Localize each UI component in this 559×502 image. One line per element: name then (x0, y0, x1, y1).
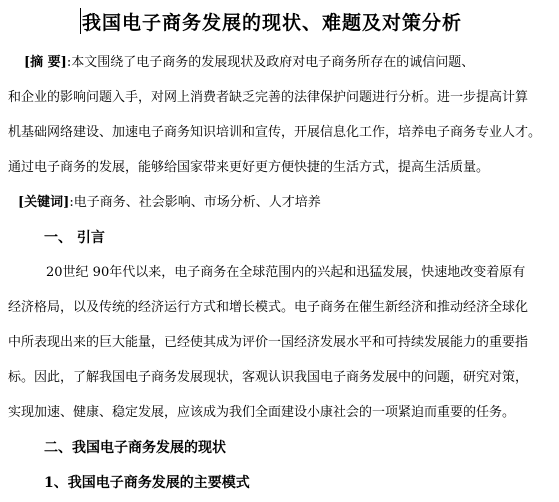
abstract-line-2: 和企业的影响问题入手，对网上消费者缺乏完善的法律保护问题进行分析。进一步提高计算 (8, 90, 529, 105)
abstract-text-1: :本文围绕了电子商务的发展现状及政府对电子商务所存在的诚信问题、 (66, 55, 475, 70)
intro-line-5: 实现加速、健康、稳定发展，应该成为我们全面建设小康社会的一项紧迫而重要的任务。 (8, 405, 516, 420)
abstract-line-4: 通过电子商务的发展，能够给国家带来更好更方便快捷的生活方式，提高生活质量。 (8, 160, 490, 175)
section-1-heading: 一、 引言 (44, 230, 105, 246)
subsection-1-heading: 1、我国电子商务发展的主要模式 (44, 475, 250, 491)
text-cursor (80, 8, 81, 34)
intro-line-2: 经济格局，以及传统的经济运行方式和增长模式。电子商务在催生新经济和推动经济全球化 (8, 300, 529, 315)
abstract-line-1 (24, 54, 474, 72)
intro-line-1: 20世纪 90年代以来，电子商务在全球范围内的兴起和迅猛发展，快速地改变着原有 (46, 265, 526, 280)
section-2-heading: 二、我国电子商务发展的现状 (44, 440, 226, 456)
abstract-line-3: 机基础网络建设、加速电子商务知识培训和宣传，开展信息化工作，培养电子商务专业人才。 (8, 125, 542, 140)
document-title: 我国电子商务发展的现状、难题及对策分析 (82, 12, 463, 34)
intro-line-3: 中所表现出来的巨大能量，已经使其成为评价一国经济发展水平和可持续发展能力的重要指 (8, 335, 529, 350)
intro-line-4: 标。因此，了解我国电子商务发展现状，客观认识我国电子商务发展中的问题，研究对策， (8, 370, 529, 385)
abstract-label: [摘 要] (24, 55, 67, 70)
keywords-text: :电子商务、社会影响、市场分析、人才培养 (69, 195, 321, 210)
keywords-line (18, 194, 321, 212)
keywords-label: [关键词] (18, 195, 70, 210)
